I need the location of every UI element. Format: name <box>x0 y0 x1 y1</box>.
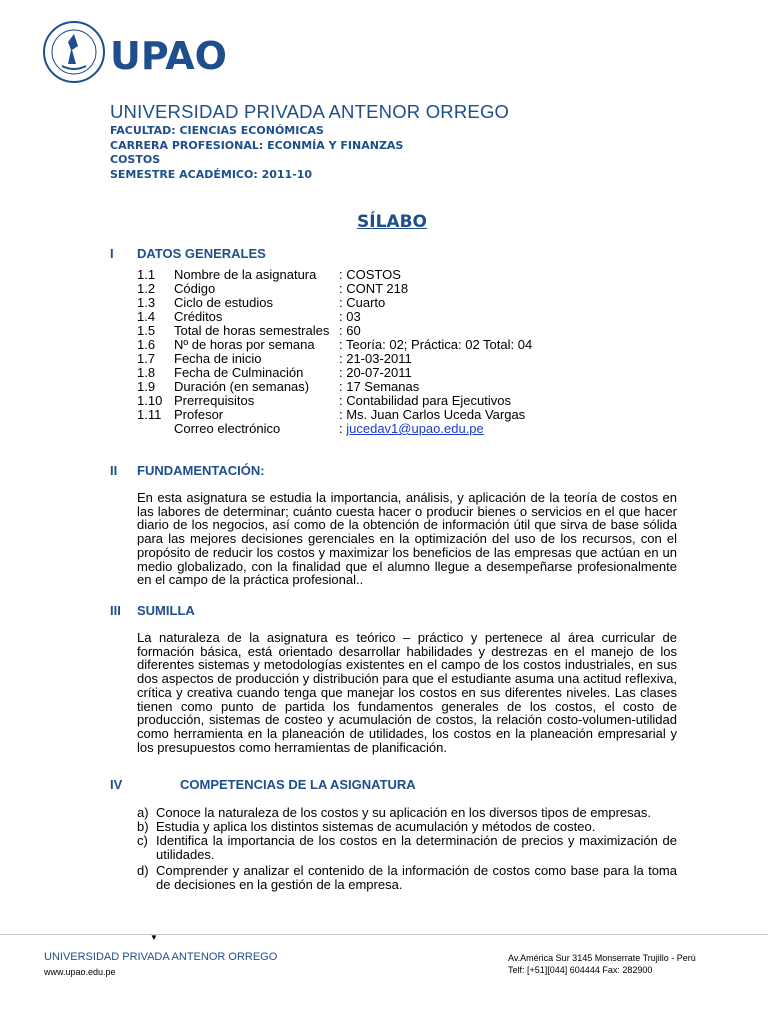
section-label: SUMILLA <box>137 603 195 618</box>
section-number: II <box>110 463 118 478</box>
item-value: : 03 <box>339 309 361 324</box>
list-marker: b) <box>137 819 149 834</box>
section-number: I <box>110 246 114 261</box>
fundamentacion-text: En esta asignatura se estudia la importancia, análisis, y aplicación de la teoría de costos en las labores de determinar; cuánto cuesta hacer o producir bienes o servicios en el que hacer diario de los negocios, así como de la obtención de información útil que sirva de base sólida para las mejores decisiones gerenciales en la optimización del uso de los recursos, con el propósito de reducir los costos y maximizar los beneficios de las empresas que actúan en un medio globalizado, con la finalidad que el alumno llegue a desempeñarse profesionalmente en el campo de la práctica profesional.. <box>137 490 677 588</box>
item-number: 1.2 <box>137 281 156 296</box>
section-number: III <box>110 603 121 618</box>
sumilla-text: La naturaleza de la asignatura es teórico – práctico y pertenece al área curricular de formación básica, está orientado desarrollar habilidades y destrezas en el manejo de los diferentes sistemas y metodologías existentes en el campo de los costos industriales, en sus dos aspectos de producción y distribución para que el estudiante asuma una actitud reflexiva, crítica y creativa cuando tenga que manejar los costos en sus diferentes niveles. Las clases tienen como punto de partida los fundamentos generales de los costos, el costo de producción, sistemas de costeo y acumulación de costos, la relación costo-volumen-utilidad como herramienta en la planeación de utilidades, los costos en la planeación empresarial y los presupuestos como herramientas de planificación. <box>137 630 677 755</box>
item-value: : 17 Semanas <box>339 379 420 394</box>
email-prefix: : <box>339 421 347 436</box>
section-label: COMPETENCIAS DE LA ASIGNATURA <box>180 777 416 792</box>
list-item <box>137 806 677 820</box>
list-text: Conoce la naturaleza de los costos y su aplicación en los diversos tipos de empresas. <box>156 805 651 820</box>
email-link[interactable]: jucedav1@upao.edu.pe <box>346 421 484 436</box>
list-text: Estudia y aplica los distintos sistemas de acumulación y métodos de costeo. <box>156 819 596 834</box>
item-label: Nombre de la asignatura <box>174 267 317 282</box>
item-value: : CONT 218 <box>339 281 409 296</box>
list-text: Identifica la importancia de los costos en la determinación de precios y maximización de utilidades. <box>156 833 677 862</box>
item-label: Prerrequisitos <box>174 393 255 408</box>
item-number: 1.4 <box>137 309 156 324</box>
item-value: : Cuarto <box>339 295 386 310</box>
footer-university: UNIVERSIDAD PRIVADA ANTENOR ORREGO <box>44 951 278 963</box>
item-number: 1.1 <box>137 267 156 282</box>
item-value: : 60 <box>339 323 361 338</box>
item-number: 1.7 <box>137 351 156 366</box>
course: COSTOS <box>110 153 161 166</box>
faculty: FACULTAD: CIENCIAS ECONÓMICAS <box>110 124 324 137</box>
item-number: 1.6 <box>137 337 156 352</box>
section-label: DATOS GENERALES <box>137 246 266 261</box>
item-number: 1.11 <box>137 407 162 422</box>
list-marker: d) <box>137 863 149 878</box>
logo-text: UPAO <box>110 34 227 78</box>
item-label: Fecha de inicio <box>174 351 262 366</box>
page-title: SÍLABO <box>357 212 427 232</box>
list-item <box>137 820 677 834</box>
footer-divider <box>0 934 768 935</box>
list-item <box>137 834 677 862</box>
university-name: UNIVERSIDAD PRIVADA ANTENOR ORREGO <box>110 101 510 122</box>
section-label: FUNDAMENTACIÓN: <box>137 463 265 478</box>
item-value: : 20-07-2011 <box>339 365 412 380</box>
competencias-list <box>137 806 677 892</box>
email-value <box>339 422 484 436</box>
item-number: 1.5 <box>137 323 156 338</box>
item-label: Total de horas semestrales <box>174 323 330 338</box>
item-label: Código <box>174 281 216 296</box>
item-label: Créditos <box>174 309 223 324</box>
item-label: Fecha de Culminación <box>174 365 304 380</box>
item-value: : Teoría: 02; Práctica: 02 Total: 04 <box>339 337 533 352</box>
item-number: 1.9 <box>137 379 156 394</box>
university-seal-icon <box>42 20 106 84</box>
list-item <box>137 864 677 892</box>
item-value: : Contabilidad para Ejecutivos <box>339 393 511 408</box>
item-label: Profesor <box>174 407 224 422</box>
item-label: Nº de horas por semana <box>174 337 315 352</box>
footer-website[interactable]: www.upao.edu.pe <box>44 967 116 977</box>
footer-phone: Telf: [+51][044] 604444 Fax: 282900 <box>508 965 653 975</box>
item-value: : Ms. Juan Carlos Uceda Vargas <box>339 407 526 422</box>
item-number: 1.3 <box>137 295 156 310</box>
footer-address: Av.América Sur 3145 Monserrate Trujillo - Perú <box>508 953 696 963</box>
email-label: Correo electrónico <box>174 421 281 436</box>
list-text: Comprender y analizar el contenido de la información de costos como base para la toma de decisiones en la gestión de la empresa. <box>156 863 677 892</box>
semester: SEMESTRE ACADÉMICO: 2011-10 <box>110 168 313 181</box>
section-number: IV <box>110 777 123 792</box>
list-marker: a) <box>137 805 149 820</box>
item-value: : 21-03-2011 <box>339 351 412 366</box>
item-label: Ciclo de estudios <box>174 295 273 310</box>
item-value: : COSTOS <box>339 267 401 282</box>
item-label: Duración (en semanas) <box>174 379 310 394</box>
item-number: 1.10 <box>137 393 163 408</box>
list-marker: c) <box>137 833 148 848</box>
footer-marker-icon: ▼ <box>150 933 158 942</box>
career: CARRERA PROFESIONAL: ECONMÍA Y FINANZAS <box>110 139 404 152</box>
item-number: 1.8 <box>137 365 156 380</box>
